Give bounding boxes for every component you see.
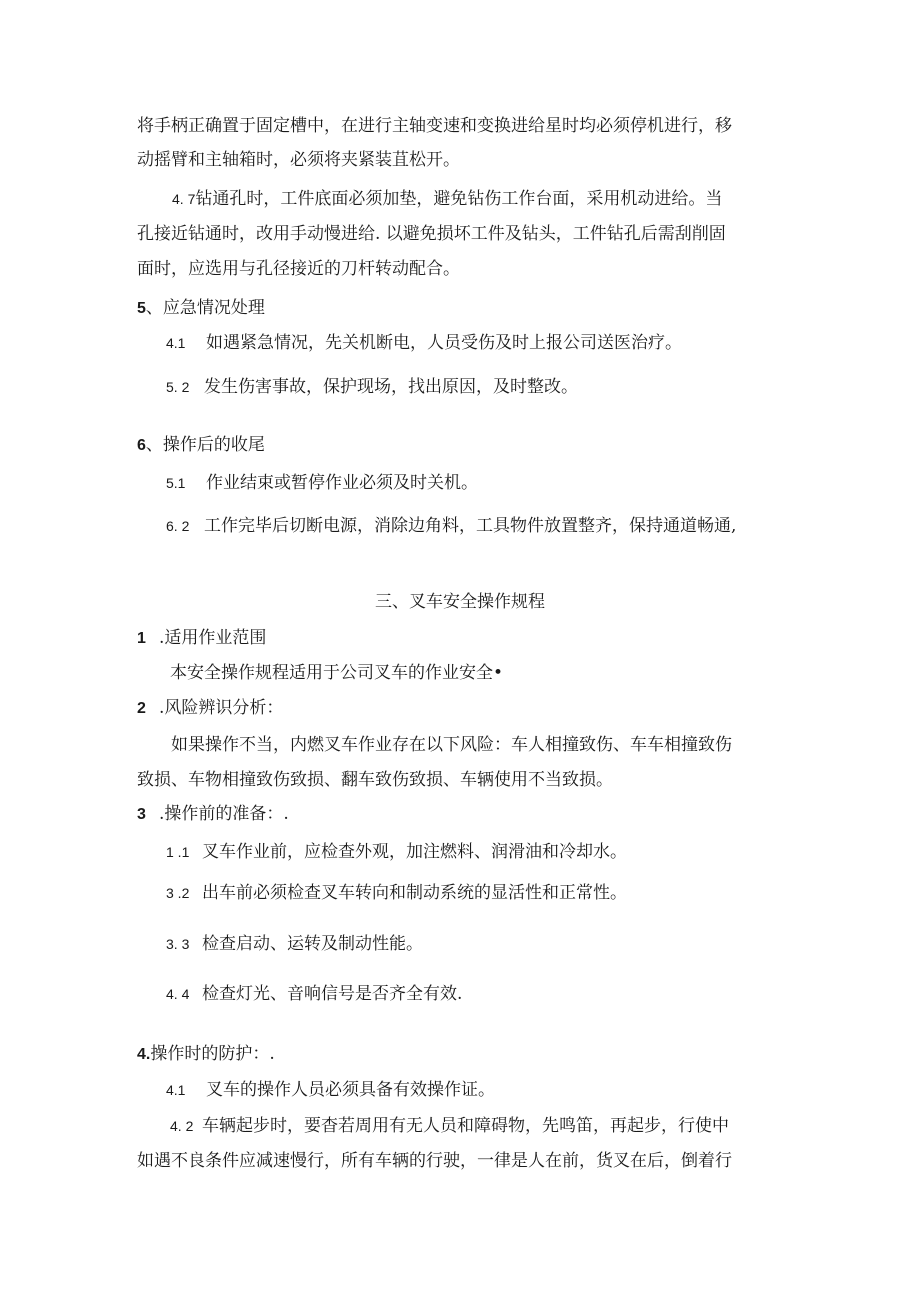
- list-item: [166, 331, 682, 355]
- list-item: [172, 187, 722, 211]
- item-number: 4.1: [166, 335, 186, 351]
- item-number: 4. 7: [172, 191, 196, 207]
- paragraph-line: 孔接近钻通时，改用手动慢进给. 以避免损坏工件及钻头，工件钻孔后需刮削固: [137, 224, 726, 244]
- section-title: .适用作业范围: [159, 628, 267, 648]
- list-item: [166, 932, 423, 956]
- item-text: 叉车作业前，应检查外观，加注燃料、润滑油和冷却水。: [202, 842, 627, 862]
- list-item: [166, 840, 627, 864]
- item-number: 4.1: [166, 1082, 186, 1098]
- list-item: [166, 881, 627, 905]
- item-text: 作业结束或暂停作业必须及时关机。: [206, 473, 478, 493]
- list-item: [170, 1114, 729, 1138]
- item-text: 工作完毕后切断电源，消除边角料，工具物件放置整齐，保持通道畅通,: [204, 516, 737, 536]
- item-number: 3 .2: [166, 885, 190, 901]
- list-item: [166, 982, 462, 1006]
- section-number: 5: [137, 300, 146, 317]
- section-heading: [137, 802, 289, 827]
- list-item: [166, 471, 478, 495]
- section-title: 、操作后的收尾: [145, 435, 265, 455]
- item-number: 4. 4: [166, 986, 190, 1002]
- item-number: 4. 2: [170, 1118, 194, 1134]
- section-heading: [137, 296, 265, 321]
- section-number: 2: [137, 700, 146, 717]
- section-heading: [137, 433, 265, 458]
- item-text: 钻通孔时，工件底面必须加垫，避免钻伤工作台面，采用机动进给。当: [195, 189, 723, 209]
- item-number: 6. 2: [166, 518, 190, 534]
- section-number: 3: [137, 806, 146, 823]
- paragraph-line: 动摇臂和主轴箱时，必须将夹紧装苴松开。: [137, 150, 460, 170]
- item-text: 检查启动、运转及制动性能。: [202, 934, 423, 954]
- paragraph-line: 致损、车物相撞致伤致损、翻车致伤致损、车辆使用不当致损。: [137, 770, 613, 790]
- paragraph-line: 将手柄正确置于固定槽中，在进行主轴变速和变换进给星时均必须停机进行，移: [137, 116, 732, 136]
- list-item: [166, 375, 578, 399]
- section-heading: [137, 696, 283, 721]
- section-number: 6: [137, 437, 146, 454]
- item-text: 检查灯光、音响信号是否齐全有效.: [202, 984, 463, 1004]
- item-number: 5. 2: [166, 379, 190, 395]
- paragraph-line: 本安全操作规程适用于公司叉车的作业安全•: [170, 663, 504, 683]
- item-number: 1 .1: [166, 844, 190, 860]
- section-number: 4.: [137, 1046, 151, 1063]
- paragraph-line: 如遇不良条件应减速慢行，所有车辆的行驶，一律是人在前，货叉在后，倒着行: [137, 1151, 732, 1171]
- section-title: .操作前的准备：.: [159, 804, 289, 824]
- section-title: 、应急情况处理: [145, 298, 265, 318]
- chapter-title: 三、叉车安全操作规程: [375, 592, 545, 612]
- list-item: [166, 1078, 495, 1102]
- section-heading: [137, 1042, 275, 1067]
- list-item: [166, 514, 736, 538]
- section-title: .风险辨识分析：: [159, 698, 284, 718]
- item-text: 发生伤害事故，保护现场，找出原因，及时整改。: [204, 377, 578, 397]
- section-number: 1: [137, 630, 146, 647]
- paragraph-line: 如果操作不当，内燃叉车作业存在以下风险：车人相撞致伤、车车相撞致伤: [171, 735, 732, 755]
- paragraph-line: 面时，应选用与孔径接近的刀杆转动配合。: [137, 259, 460, 279]
- item-text: 叉车的操作人员必须具备有效操作证。: [206, 1080, 495, 1100]
- item-text: 如遇紧急情况，先关机断电，人员受伤及时上报公司送医治疗。: [206, 333, 682, 353]
- section-title: 操作时的防护：.: [150, 1044, 275, 1064]
- item-text: 出车前必须检查叉车转向和制动系统的显活性和正常性。: [202, 883, 627, 903]
- item-number: 3. 3: [166, 936, 190, 952]
- item-text: 车辆起步时，要杳若周用有无人员和障碍物，先鸣笛，再起步，行使中: [202, 1116, 729, 1136]
- section-heading: [137, 626, 266, 651]
- item-number: 5.1: [166, 475, 186, 491]
